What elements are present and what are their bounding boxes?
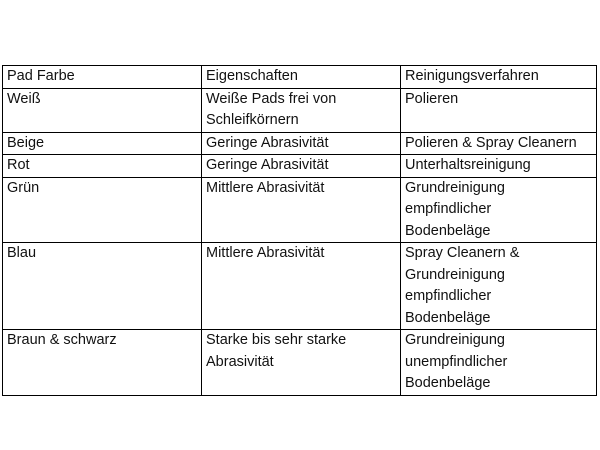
cell-eigenschaften: Mittlere Abrasivität bbox=[202, 177, 401, 243]
cell-pad-farbe: Beige bbox=[3, 132, 202, 155]
table-row bbox=[3, 177, 597, 243]
table-row bbox=[3, 155, 597, 178]
table-header-row bbox=[3, 66, 597, 89]
cell-eigenschaften: Mittlere Abrasivität bbox=[202, 243, 401, 330]
cell-eigenschaften: Geringe Abrasivität bbox=[202, 155, 401, 178]
cell-reinigungsverfahren: Unterhaltsreinigung bbox=[401, 155, 597, 178]
cell-reinigungsverfahren: Polieren bbox=[401, 88, 597, 132]
pad-color-table bbox=[2, 65, 597, 396]
cell-pad-farbe: Weiß bbox=[3, 88, 202, 132]
cell-reinigungsverfahren: Grundreinigung empfindlicher Bodenbeläge bbox=[401, 177, 597, 243]
cell-pad-farbe: Grün bbox=[3, 177, 202, 243]
cell-pad-farbe: Blau bbox=[3, 243, 202, 330]
cell-pad-farbe: Rot bbox=[3, 155, 202, 178]
cell-reinigungsverfahren: Grundreinigung unempfindlicher Bodenbeläge bbox=[401, 330, 597, 396]
table-row bbox=[3, 132, 597, 155]
header-eigenschaften: Eigenschaften bbox=[202, 66, 401, 89]
cell-eigenschaften: Geringe Abrasivität bbox=[202, 132, 401, 155]
table-row bbox=[3, 88, 597, 132]
cell-eigenschaften: Starke bis sehr starke Abrasivität bbox=[202, 330, 401, 396]
header-reinigungsverfahren: Reinigungsverfahren bbox=[401, 66, 597, 89]
pad-table-container bbox=[2, 65, 597, 396]
cell-reinigungsverfahren: Polieren & Spray Cleanern bbox=[401, 132, 597, 155]
table-row bbox=[3, 243, 597, 330]
header-pad-farbe: Pad Farbe bbox=[3, 66, 202, 89]
cell-pad-farbe: Braun & schwarz bbox=[3, 330, 202, 396]
table-row bbox=[3, 330, 597, 396]
cell-reinigungsverfahren: Spray Cleanern & Grundreinigung empfindlicher Bodenbeläge bbox=[401, 243, 597, 330]
cell-eigenschaften: Weiße Pads frei von Schleifkörnern bbox=[202, 88, 401, 132]
